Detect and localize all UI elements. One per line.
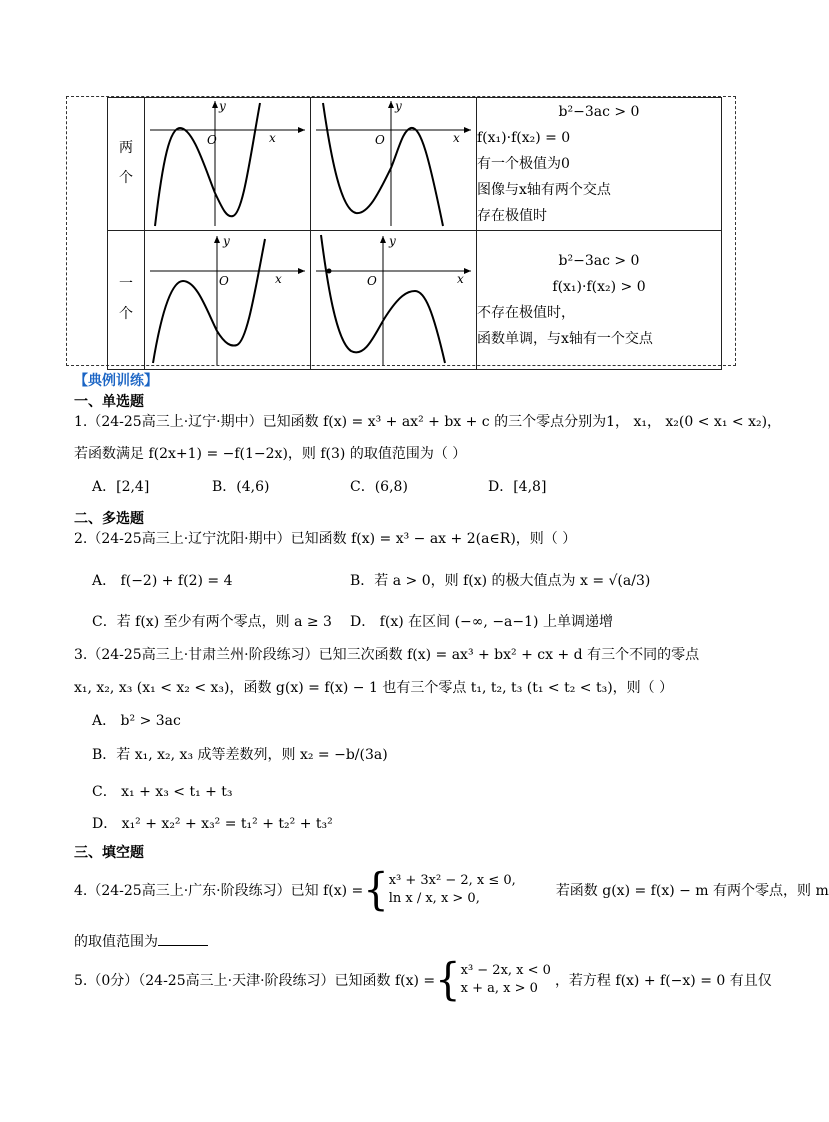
origin-label: O bbox=[207, 133, 217, 147]
axis-x-label: x bbox=[453, 131, 460, 145]
graph-cubic-falling-one-zero bbox=[311, 231, 476, 369]
q4-line2-text: 的取值范围为 bbox=[74, 934, 158, 950]
cond-has-extremum: 存在极值时 bbox=[477, 208, 547, 224]
cond-product-positive: f(x₁)·f(x₂) > 0 bbox=[552, 279, 646, 295]
graph-one-zero-right bbox=[311, 231, 477, 370]
q3-option-d: D． x₁² + x₂² + x₃² = t₁² + t₂² + t₃² bbox=[92, 816, 333, 832]
q1-option-b: B．(4,6) bbox=[212, 479, 270, 495]
q2-option-a: A． f(−2) + f(2) = 4 bbox=[92, 573, 233, 589]
training-title: 【典例训练】 bbox=[74, 373, 158, 389]
q2-option-c: C．若 f(x) 至少有两个零点，则 a ≥ 3 bbox=[92, 614, 332, 630]
q3-option-a: A． b² > 3ac bbox=[92, 713, 181, 729]
axis-x-label: x bbox=[457, 272, 464, 286]
q5-prefix: 5.（0分）（24-25高三上·天津·阶段练习）已知函数 f(x) = bbox=[74, 973, 436, 989]
graph-two-zeros-right bbox=[311, 98, 477, 231]
q4-piecewise bbox=[389, 872, 516, 908]
q4-case1: x³ + 3x² − 2, x ≤ 0, bbox=[388, 873, 516, 888]
section-multi-choice: 二、多选题 bbox=[74, 511, 144, 527]
row-label-one-text: 一个 bbox=[119, 276, 133, 322]
q1-option-a: A．[2,4] bbox=[92, 479, 150, 495]
axis-y-label: y bbox=[389, 234, 396, 248]
q3-stem-line1: 3.（24-25高三上·甘肃兰州·阶段练习）已知三次函数 f(x) = ax³ + bx² + cx + d 有三个不同的零点 bbox=[74, 647, 700, 663]
q4-brace: { bbox=[363, 864, 389, 916]
cubic-curve bbox=[153, 239, 265, 363]
q2-stem: 2.（24-25高三上·辽宁沈阳·期中）已知函数 f(x) = x³ − ax + 2(a∈R)，则（ ） bbox=[74, 531, 577, 547]
cond-monotonic: 函数单调，与x轴有一个交点 bbox=[477, 331, 653, 347]
section-fill-blank: 三、填空题 bbox=[74, 845, 144, 861]
axis-y-label: y bbox=[219, 99, 226, 113]
cond-discriminant: b²−3ac > 0 bbox=[558, 104, 640, 120]
q1-option-d: D．[4,8] bbox=[488, 479, 547, 495]
q3-option-b: B．若 x₁, x₂, x₃ 成等差数列，则 x₂ = −b/(3a) bbox=[92, 747, 388, 763]
origin-label: O bbox=[375, 133, 385, 147]
cond-discriminant: b²−3ac > 0 bbox=[558, 253, 640, 269]
cond-extremum-zero: 有一个极值为0 bbox=[477, 156, 570, 172]
q1-stem-line1: 1.（24-25高三上·辽宁·期中）已知函数 f(x) = x³ + ax² + bx + c 的三个零点分别为1， x₁， x₂(0 < x₁ < x₂)， bbox=[74, 414, 782, 430]
zero-cases-table bbox=[107, 97, 722, 370]
row-label-one bbox=[108, 231, 145, 370]
q5-case1: x³ − 2x, x < 0 bbox=[460, 963, 551, 978]
cond-two-intersections: 图像与x轴有两个交点 bbox=[477, 182, 611, 198]
graph-cubic-rising-one-zero bbox=[145, 231, 310, 369]
axis-y-label: y bbox=[395, 99, 402, 113]
cubic-curve bbox=[323, 103, 443, 226]
q5-brace: { bbox=[435, 954, 461, 1006]
axis-x-label: x bbox=[269, 131, 276, 145]
graph-two-zeros-left bbox=[145, 98, 311, 231]
q4-answer-blank bbox=[158, 933, 208, 946]
q2-option-d: D． f(x) 在区间 (−∞, −a−1) 上单调递增 bbox=[350, 614, 613, 630]
q2-option-b: B．若 a > 0，则 f(x) 的极大值点为 x = √(a/3) bbox=[350, 573, 651, 589]
cond-two-zeros bbox=[477, 98, 722, 231]
q3-option-c: C． x₁ + x₃ < t₁ + t₃ bbox=[92, 784, 233, 800]
graph-one-zero-left bbox=[145, 231, 311, 370]
q1-option-c: C．(6,8) bbox=[350, 479, 408, 495]
q5-suffix: ，若方程 f(x) + f(−x) = 0 有且仅 bbox=[554, 973, 772, 989]
axis-y-label: y bbox=[223, 234, 230, 248]
cond-product-zero: f(x₁)·f(x₂) = 0 bbox=[477, 130, 571, 146]
axis-x-label: x bbox=[275, 272, 282, 286]
q3-stem-line2: x₁, x₂, x₃ (x₁ < x₂ < x₃)，函数 g(x) = f(x) − 1 也有三个零点 t₁, t₂, t₃ (t₁ < t₂ < t₃)，则（ ） bbox=[74, 680, 674, 696]
origin-label: O bbox=[219, 274, 229, 288]
section-single-choice: 一、单选题 bbox=[74, 394, 144, 410]
q4-case2: ln x / x, x > 0, bbox=[388, 891, 480, 906]
cubic-curve bbox=[155, 103, 260, 226]
q4-suffix: 若函数 g(x) = f(x) − m 有两个零点，则 m bbox=[555, 883, 829, 899]
row-label-two-text: 两个 bbox=[119, 140, 133, 186]
q4-stem bbox=[74, 860, 829, 920]
q4-line2 bbox=[74, 931, 208, 951]
q5-stem bbox=[74, 955, 772, 1005]
graph-cubic-rising-two-zeros bbox=[145, 98, 310, 230]
graph-cubic-falling-two-zeros bbox=[311, 98, 476, 230]
q5-piecewise bbox=[461, 962, 551, 998]
q5-case2: x + a, x > 0 bbox=[460, 981, 538, 996]
row-label-two bbox=[108, 98, 145, 231]
q4-prefix: 4.（24-25高三上·广东·阶段练习）已知 f(x) = bbox=[74, 883, 364, 899]
zero-cases-table-frame bbox=[66, 96, 736, 366]
q1-stem-line2: 若函数满足 f(2x+1) = −f(1−2x)，则 f(3) 的取值范围为（ ） bbox=[74, 446, 467, 462]
cond-no-extremum: 不存在极值时， bbox=[477, 305, 575, 321]
cond-one-zero bbox=[477, 231, 722, 370]
origin-label: O bbox=[367, 274, 377, 288]
